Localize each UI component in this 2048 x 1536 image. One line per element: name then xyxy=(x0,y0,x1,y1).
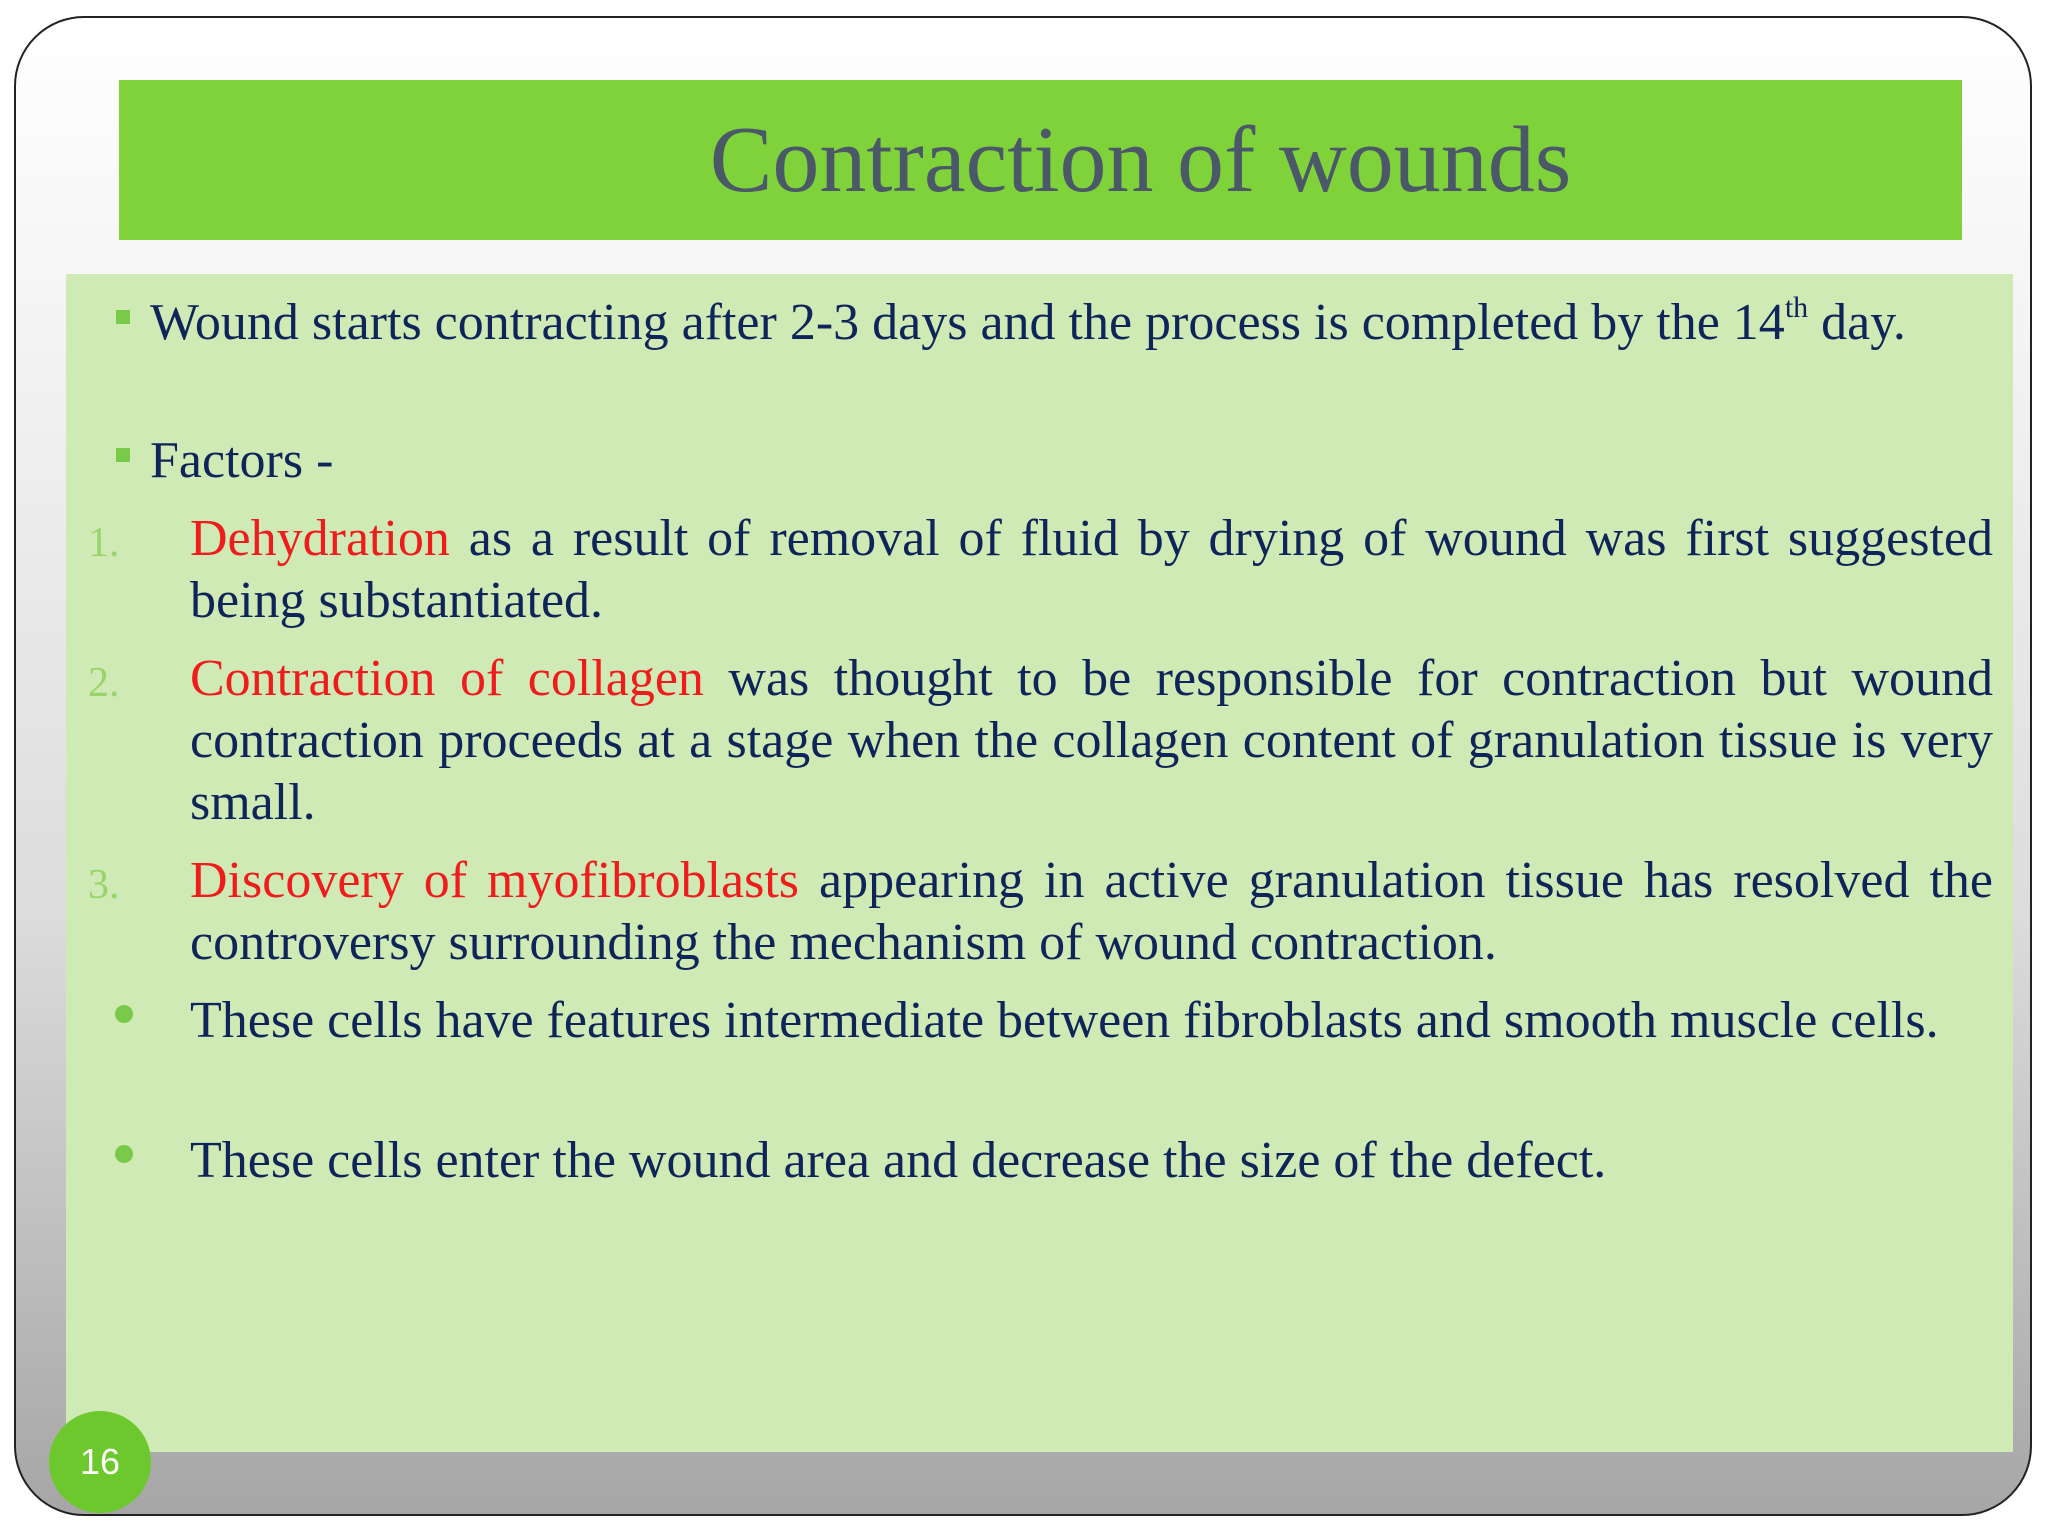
numbered-item xyxy=(66,500,2013,630)
numbered-item xyxy=(66,842,2013,972)
numbered-text-body: appearing in active granulation tissue has resolved the controversy surrounding the mechanism of wound contraction. xyxy=(190,852,1993,971)
numbered-text xyxy=(190,648,1993,834)
slide-frame xyxy=(14,16,2032,1516)
dot-bullet-marker xyxy=(88,982,148,1044)
slide-title: Contraction of wounds xyxy=(709,108,1572,212)
page-number-badge: 16 xyxy=(49,1411,151,1513)
dot-text: These cells have features intermediate between fibroblasts and smooth muscle cells. xyxy=(190,992,1939,1049)
numbered-text xyxy=(190,508,1993,632)
highlighted-term: Discovery of myofibroblasts xyxy=(190,852,800,909)
dot-item xyxy=(66,982,2013,1112)
bullet-item xyxy=(66,284,2013,414)
dot-item xyxy=(66,1122,2013,1192)
numbered-text-body: was thought to be responsible for contraction but wound contraction proceeds at a stage when the collagen content of granulation tissue is very small. xyxy=(190,650,1994,831)
bullet-text: Factors - xyxy=(150,432,334,489)
numbered-text-body: as a result of removal of fluid by drying of wound was first suggested being substantiated. xyxy=(190,510,1993,629)
item-number: 2. xyxy=(88,660,120,706)
highlighted-term: Contraction of collagen xyxy=(190,650,704,707)
numbered-item xyxy=(66,640,2013,832)
item-number: 1. xyxy=(88,520,120,566)
square-bullet-marker xyxy=(88,284,148,346)
bullet-text xyxy=(150,292,1993,354)
dot-text: These cells enter the wound area and decrease the size of the defect. xyxy=(190,1132,1607,1189)
bullet-item xyxy=(66,422,2013,492)
highlighted-term: Dehydration xyxy=(190,510,450,567)
superscript-th: th xyxy=(1784,291,1809,324)
title-bar xyxy=(119,80,1962,240)
content-box xyxy=(66,274,2013,1452)
bullet-text-main: Wound starts contracting after 2-3 days and the process is completed by the 14 xyxy=(150,294,1785,351)
dot-bullet-marker xyxy=(88,1122,148,1184)
square-bullet-marker xyxy=(88,422,148,484)
item-number: 3. xyxy=(88,862,120,908)
numbered-text xyxy=(190,850,1993,974)
bullet-text-tail: day. xyxy=(1808,294,1906,351)
